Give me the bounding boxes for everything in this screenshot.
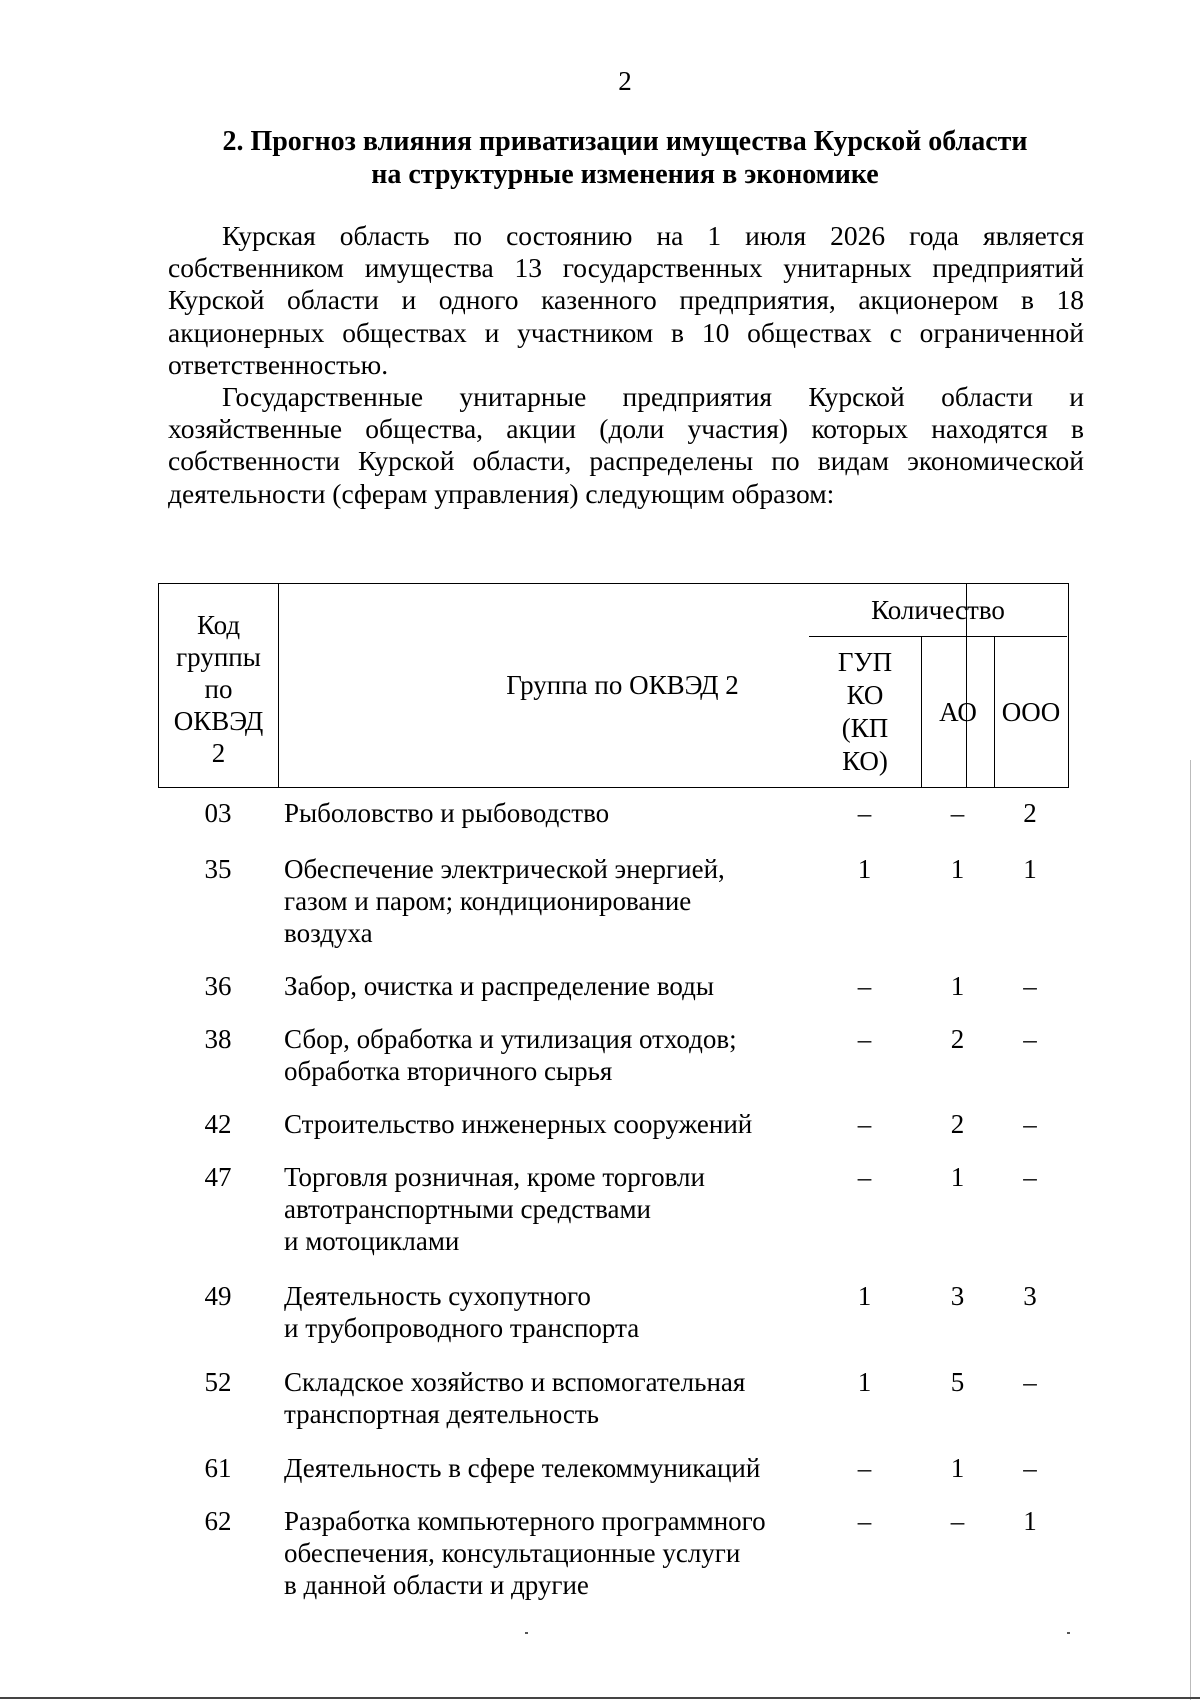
row-gup: –	[857, 971, 872, 1001]
row-gup: 1	[857, 854, 872, 884]
header-ao	[922, 637, 995, 787]
paragraph-1: Курская область по состоянию на 1 июля 2026 года является собственником имущества 13 государственных унитарных предприятий Курской области и одного казенного предприятия, акционером в 18 акционерных обществах и участником в 10 обществах с ограниченной ответственностью.	[168, 220, 1084, 380]
header-code-line: группы	[176, 641, 261, 672]
header-quantity-label: Количество	[871, 594, 1005, 625]
row-ao: 2	[950, 1109, 965, 1139]
row-name	[284, 853, 804, 949]
row-name	[284, 970, 804, 1002]
scan-speck	[1067, 1632, 1070, 1634]
row-name-line: Разработка компьютерного программного	[284, 1506, 766, 1536]
header-gup-line: ГУП	[837, 647, 893, 677]
row-ooo: –	[1023, 971, 1037, 1001]
row-code: 47	[204, 1162, 232, 1192]
row-code: 42	[204, 1109, 232, 1139]
row-name	[284, 1108, 804, 1140]
row-gup: –	[857, 798, 872, 828]
header-gup-line: КО	[846, 680, 884, 710]
row-code: 49	[204, 1281, 232, 1311]
row-ao: –	[950, 798, 965, 828]
row-gup: –	[857, 1109, 872, 1139]
header-code-line: 2	[211, 737, 226, 768]
row-ao: 2	[950, 1024, 965, 1054]
row-name	[284, 1505, 804, 1601]
row-code: 36	[204, 971, 232, 1001]
row-ooo: –	[1023, 1109, 1037, 1139]
row-name-line: и мотоциклами	[284, 1226, 460, 1256]
body-text	[168, 220, 1084, 510]
header-quantity	[809, 584, 1067, 637]
header-ooo-label: ООО	[1001, 696, 1061, 727]
header-code	[159, 584, 279, 787]
header-gup-line: (КП	[841, 713, 889, 743]
row-ao: –	[950, 1506, 965, 1536]
page-number: 2	[618, 66, 632, 96]
row-name-line: Обеспечение электрической энергией,	[284, 854, 725, 884]
row-name	[284, 797, 804, 829]
heading-line-1: 2. Прогноз влияния приватизации имущества Курской области	[222, 126, 1028, 157]
paragraph-2: Государственные унитарные предприятия Курской области и хозяйственные общества, акции (доли участия) которых находятся в собственности Курской области, распределены по видам экономической деятельности (сферам управления) следующим образом:	[168, 381, 1084, 509]
heading-line-2: на структурные изменения в экономике	[371, 159, 879, 190]
header-code-line: Код	[196, 609, 241, 640]
header-code-line: по	[204, 673, 233, 704]
table-header	[158, 583, 1069, 788]
row-name-line: Забор, очистка и распределение воды	[284, 971, 715, 1001]
row-name	[284, 1023, 804, 1087]
row-name-line: автотранспортными средствами	[284, 1194, 652, 1224]
row-ao: 5	[950, 1367, 965, 1397]
row-name-line: газом и паром; кондиционирование	[284, 886, 692, 916]
row-ooo: 2	[1023, 798, 1037, 828]
row-gup: –	[857, 1506, 872, 1536]
row-ooo: 3	[1023, 1281, 1037, 1311]
row-code: 52	[204, 1367, 232, 1397]
row-ooo: 1	[1023, 854, 1037, 884]
row-ooo: –	[1023, 1162, 1037, 1192]
row-name-line: воздуха	[284, 918, 373, 948]
row-gup: 1	[857, 1281, 872, 1311]
row-ooo: 1	[1023, 1506, 1037, 1536]
row-ao: 3	[950, 1281, 965, 1311]
row-code: 03	[204, 798, 232, 828]
row-name-line: транспортная деятельность	[284, 1399, 599, 1429]
row-name-line: обеспечения, консультационные услуги	[284, 1538, 741, 1568]
row-ooo: –	[1023, 1453, 1037, 1483]
row-name-line: Сбор, обработка и утилизация отходов;	[284, 1024, 737, 1054]
row-name-line: и трубопроводного транспорта	[284, 1313, 640, 1343]
row-ooo: –	[1023, 1024, 1037, 1054]
scan-speck	[525, 1632, 528, 1634]
scan-bottom-edge	[0, 1697, 1200, 1699]
header-gup-line: КО)	[842, 746, 888, 776]
row-ao: 1	[950, 854, 965, 884]
row-name	[284, 1161, 804, 1257]
row-code: 61	[204, 1453, 232, 1483]
row-gup: 1	[857, 1367, 872, 1397]
row-name-line: Рыболовство и рыбоводство	[284, 798, 610, 828]
row-gup: –	[857, 1162, 872, 1192]
row-name	[284, 1452, 804, 1484]
row-name-line: Деятельность в сфере телекоммуникаций	[284, 1453, 761, 1483]
row-name	[284, 1280, 804, 1344]
row-name	[284, 1366, 804, 1430]
row-name-line: Складское хозяйство и вспомогательная	[284, 1367, 746, 1397]
row-name-line: в данной области и другие	[284, 1570, 589, 1600]
row-code: 35	[204, 854, 232, 884]
row-ooo: –	[1023, 1367, 1037, 1397]
row-ao: 1	[950, 1162, 965, 1192]
scan-side-edge	[1190, 760, 1191, 1700]
header-code-line: ОКВЭД	[173, 705, 264, 736]
header-ooo	[995, 637, 1067, 787]
row-name-line: Деятельность сухопутного	[284, 1281, 591, 1311]
row-name-line: Торговля розничная, кроме торговли	[284, 1162, 705, 1192]
row-gup: –	[857, 1453, 872, 1483]
row-code: 38	[204, 1024, 232, 1054]
row-code: 62	[204, 1506, 232, 1536]
header-gup	[809, 637, 922, 787]
row-name-line: обработка вторичного сырья	[284, 1056, 613, 1086]
row-name-line: Строительство инженерных сооружений	[284, 1109, 753, 1139]
row-ao: 1	[950, 1453, 965, 1483]
row-gup: –	[857, 1024, 872, 1054]
header-group-label: Группа по ОКВЭД 2	[506, 670, 739, 700]
header-ao-label: АО	[939, 696, 977, 727]
section-heading	[150, 125, 1100, 191]
row-ao: 1	[950, 971, 965, 1001]
